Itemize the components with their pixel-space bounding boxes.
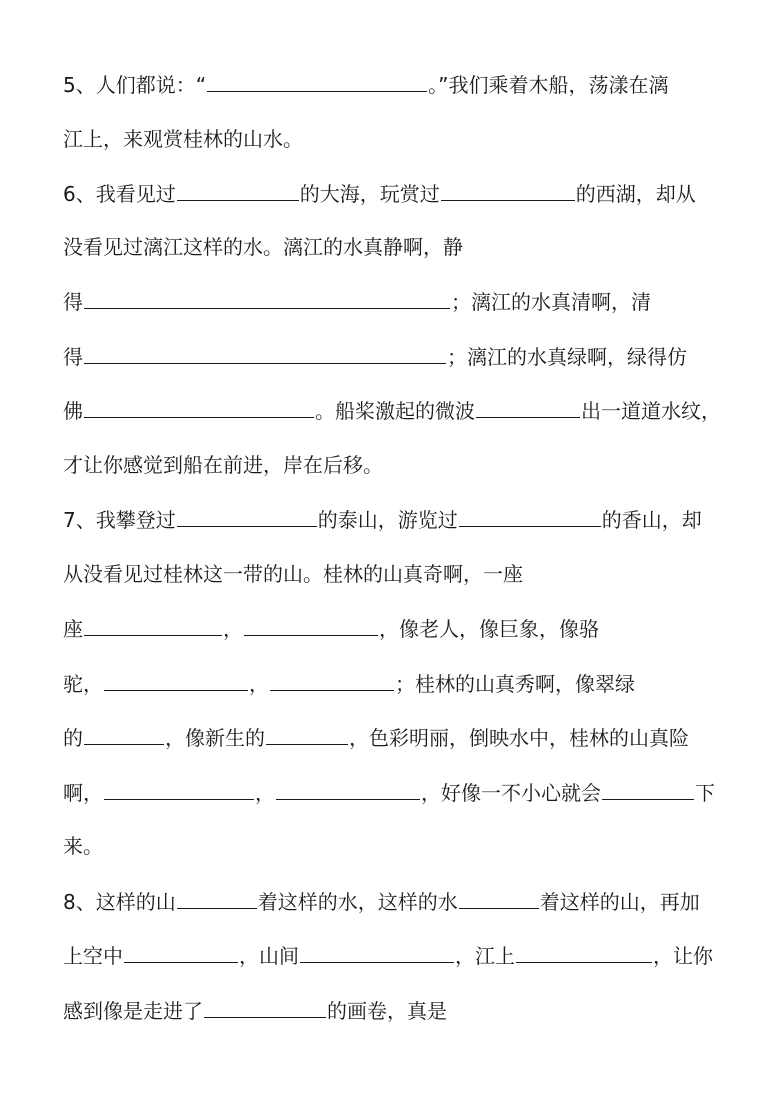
- question-5-line-2: [63, 124, 303, 154]
- question-8-line-3: [63, 995, 447, 1025]
- answer-blank[interactable]: [84, 341, 446, 364]
- text: 驼，: [63, 672, 103, 696]
- text: 7、我攀登过: [63, 508, 176, 532]
- text: 8、这样的山: [63, 890, 176, 914]
- answer-blank[interactable]: [244, 613, 378, 636]
- text: 着这样的水，这样的水: [257, 890, 458, 914]
- text: ，: [223, 617, 243, 641]
- text: ，让你: [653, 944, 713, 968]
- question-6-line-2: [63, 232, 463, 262]
- answer-blank[interactable]: [476, 395, 580, 418]
- question-6-line-3: [63, 286, 651, 316]
- text: 。”我们乘着木船，荡漾在漓: [428, 73, 669, 97]
- text: ；漓江的水真清啊，清: [451, 290, 651, 314]
- answer-blank[interactable]: [84, 395, 314, 418]
- text: ；漓江的水真绿啊，绿得仿: [447, 345, 687, 369]
- text: 得: [63, 345, 83, 369]
- question-7-line-2: [63, 559, 523, 589]
- text: 5、人们都说：“: [63, 73, 207, 97]
- text: 的大海，玩赏过: [299, 182, 440, 206]
- answer-blank[interactable]: [602, 777, 694, 800]
- text: ，色彩明丽，倒映水中，桂林的山真险: [349, 726, 689, 750]
- answer-blank[interactable]: [124, 940, 238, 963]
- text: 的: [63, 726, 83, 750]
- answer-blank[interactable]: [270, 668, 394, 691]
- text: 的泰山，游览过: [317, 508, 458, 532]
- question-7-line-3: [63, 613, 599, 643]
- question-6-line-1: [63, 178, 696, 208]
- text: 才让你感觉到船在前进，岸在后移。: [63, 453, 383, 477]
- text: 从没看见过桂林这一带的山。桂林的山真奇啊，一座: [63, 562, 523, 586]
- answer-blank[interactable]: [177, 886, 257, 909]
- text: ，像新生的: [165, 726, 265, 750]
- answer-blank[interactable]: [84, 722, 164, 745]
- text: ，: [249, 672, 269, 696]
- answer-blank[interactable]: [459, 886, 539, 909]
- answer-blank[interactable]: [441, 178, 575, 201]
- text: ；桂林的山真秀啊，像翠绿: [395, 672, 635, 696]
- text: 的西湖，却从: [575, 182, 696, 206]
- text: 出一道道水纹，: [581, 399, 721, 423]
- text: 的画卷，真是: [327, 999, 447, 1023]
- answer-blank[interactable]: [300, 940, 454, 963]
- text: ，江上: [455, 944, 515, 968]
- text: 下: [695, 781, 715, 805]
- question-6-line-5: [63, 395, 721, 425]
- question-8-line-1: [63, 886, 700, 916]
- text: 6、我看见过: [63, 182, 176, 206]
- text: 佛: [63, 399, 83, 423]
- question-7-line-6: [63, 777, 715, 807]
- answer-blank[interactable]: [177, 504, 317, 527]
- question-6-line-6: [63, 450, 383, 480]
- text: 得: [63, 290, 83, 314]
- question-7-line-1: [63, 504, 702, 534]
- text: 上空中: [63, 944, 123, 968]
- text: ，像老人，像巨象，像骆: [379, 617, 599, 641]
- answer-blank[interactable]: [177, 178, 299, 201]
- text: 。船桨激起的微波: [315, 399, 475, 423]
- text: 江上，来观赏桂林的山水。: [63, 127, 303, 151]
- question-7-line-5: [63, 722, 689, 752]
- text: 座: [63, 617, 83, 641]
- answer-blank[interactable]: [104, 777, 254, 800]
- question-8-line-2: [63, 940, 713, 970]
- text: 感到像是走进了: [63, 999, 203, 1023]
- answer-blank[interactable]: [276, 777, 420, 800]
- text: 来。: [63, 834, 103, 858]
- text: ，: [255, 781, 275, 805]
- text: 没看见过漓江这样的水。漓江的水真静啊，静: [63, 235, 463, 259]
- answer-blank[interactable]: [207, 69, 427, 92]
- answer-blank[interactable]: [84, 613, 222, 636]
- question-7-line-4: [63, 668, 635, 698]
- text: 啊，: [63, 781, 103, 805]
- text: ，山间: [239, 944, 299, 968]
- question-7-line-7: [63, 831, 103, 861]
- answer-blank[interactable]: [459, 504, 601, 527]
- answer-blank[interactable]: [204, 995, 326, 1018]
- text: 着这样的山，再加: [539, 890, 700, 914]
- answer-blank[interactable]: [104, 668, 248, 691]
- answer-blank[interactable]: [84, 286, 450, 309]
- question-6-line-4: [63, 341, 687, 371]
- text: ，好像一不小心就会: [421, 781, 601, 805]
- answer-blank[interactable]: [266, 722, 348, 745]
- text: 的香山，却: [601, 508, 702, 532]
- answer-blank[interactable]: [516, 940, 652, 963]
- question-5-line-1: [63, 69, 668, 99]
